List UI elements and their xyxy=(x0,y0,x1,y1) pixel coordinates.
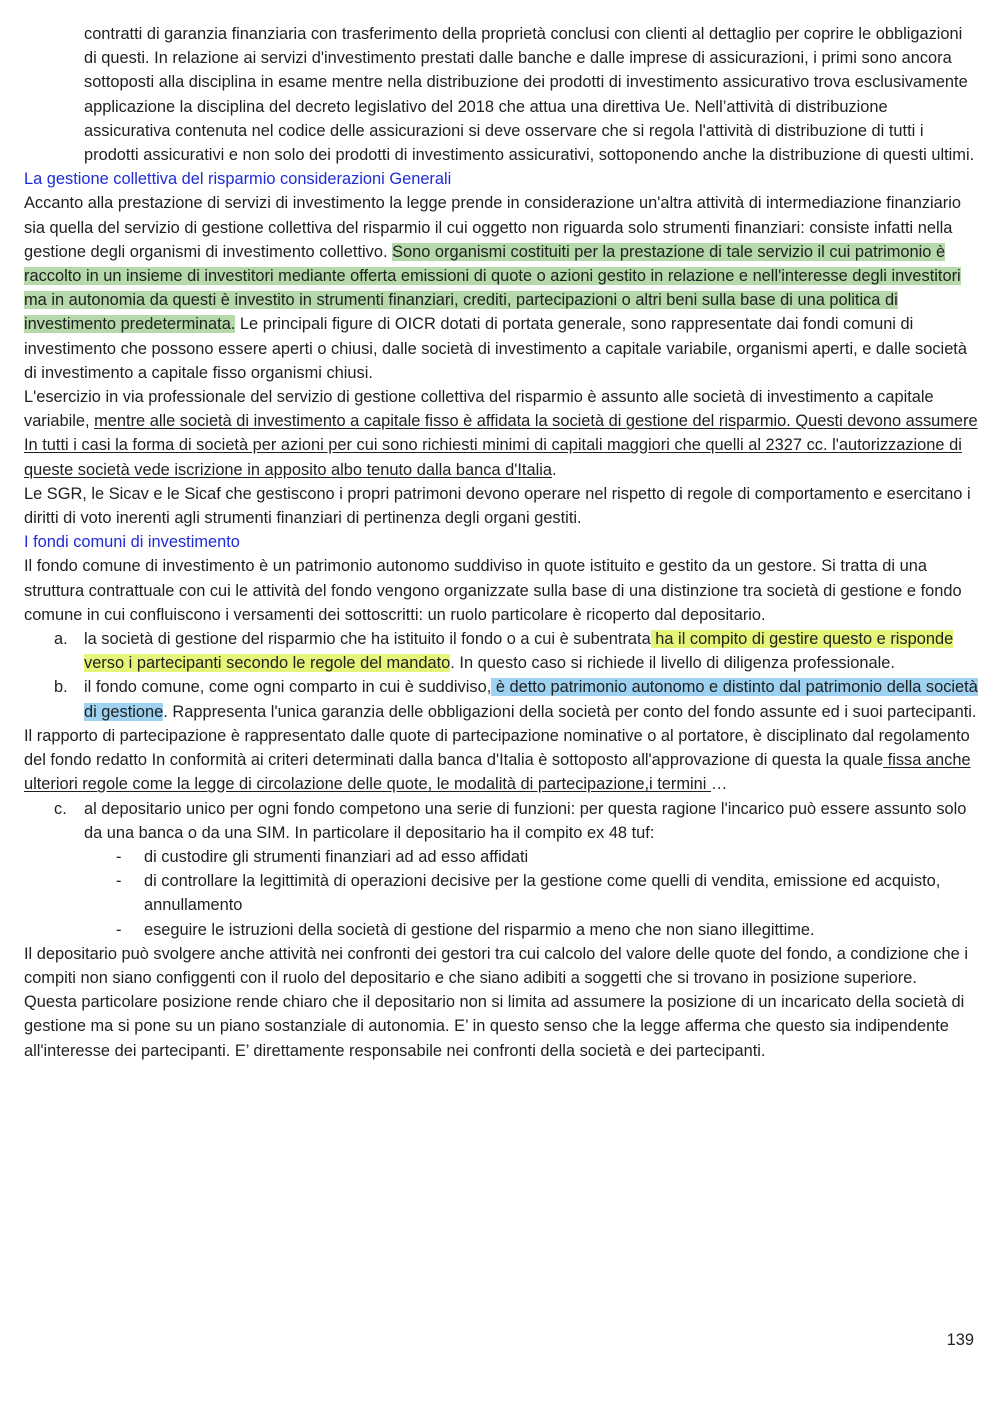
list-item-b xyxy=(24,675,978,723)
document-page xyxy=(24,22,978,1063)
text-span: la società di gestione del risparmio che ha istituito il fondo o a cui è subentrata xyxy=(84,630,651,649)
dash-marker: - xyxy=(116,847,122,866)
text-span: L'esercizio in via professionale del servizio di gestione collettiva del risparmio è assunto alle società di investimento a capitale variabile, xyxy=(24,388,934,431)
text-span: . xyxy=(551,460,557,479)
paragraph-depositario-posizione: Questa particolare posizione rende chiaro che il depositario non si limita ad assumere la posizione di un incaricato della società di gestione ma si pone su un piano sostanziale di autonomia. E’ in questo senso che la legge afferma che questo sia indipendente all'interesse dei partecipanti. E’ direttamente responsabile nei confronti della società e dei partecipanti. xyxy=(24,993,965,1060)
text-span: al depositario unico per ogni fondo competono una serie di funzioni: per questa ragione l'incarico può essere assunto solo da una banca o da una SIM. In particolare il depositario ha il compito ex 48 tuf: xyxy=(84,799,967,842)
text-span: … xyxy=(710,775,728,794)
dash-list-item xyxy=(24,869,978,917)
text-span: . Rappresenta l'unica garanzia delle obbligazioni della società per conto del fondo assunte ed i suoi partecipanti. xyxy=(163,702,977,721)
paragraph-oicr xyxy=(24,191,978,385)
blue-highlight: è detto patrimonio autonomo e distinto dal patrimonio della società di gestione xyxy=(84,678,978,721)
paragraph-fondo-comune: Il fondo comune di investimento è un patrimonio autonomo suddiviso in quote istituito e gestito da un gestore. Si tratta di una struttura contrattuale con cui le attività del fondo vengono organizzate sulla base di una distinzione tra società di gestione e fondo comune in cui confluiscono i versamenti dei sottoscritti: un ruolo particolare è ricoperto dal depositario. xyxy=(24,557,962,624)
list-marker: c. xyxy=(54,799,67,818)
text-span: Le principali figure di OICR dotati di portata generale, sono rappresentate dai fondi comuni di investimento che possono essere aperti o chiusi, dalle società di investimento a capitale variabile, organismi aperti, e dalle società di investimento a capitale fisso organismi chiusi. xyxy=(24,315,967,382)
list-item-c xyxy=(24,797,978,845)
text-span: di custodire gli strumenti finanziari ad ad esso affidati xyxy=(144,847,529,866)
section-heading-gestione-collettiva: La gestione collettiva del risparmio considerazioni Generali xyxy=(24,170,452,189)
paragraph-depositario-attivita: Il depositario può svolgere anche attività nei confronti dei gestori tra cui calcolo del valore delle quote del fondo, a condizione che i compiti non siano configgenti con il ruolo del depositario e che siano adibiti a soggetti che si trovano in posizione superiore. xyxy=(24,944,968,987)
underlined-text: mentre alle società di investimento a capitale fisso è affidata la società di gestione del risparmio. Questi devono assumere In tutti i casi la forma di società per azioni per cui sono richiesti minimi di capitali maggiori che quelli al 2327 cc. l'autorizzazione di queste società vede iscrizione in apposito albo tenuto dalla banca d'Italia xyxy=(24,412,978,479)
dash-list-item xyxy=(24,845,978,869)
text-span: eseguire le istruzioni della società di gestione del risparmio a meno che non siano illegittime. xyxy=(144,920,815,939)
paragraph-esercizio xyxy=(24,385,978,482)
underlined-text: fissa anche ulteriori regole come la legge di circolazione delle quote, le modalità di partecipazione,i termini xyxy=(24,751,971,794)
list-marker: b. xyxy=(54,678,68,697)
paragraph-sgr: Le SGR, le Sicav e le Sicaf che gestiscono i propri patrimoni devono operare nel rispetto di regole di comportamento e esercitano i diritti di voto inerenti agli strumenti finanziari di pertinenza degli organi gestiti. xyxy=(24,484,971,528)
text-span: Accanto alla prestazione di servizi di investimento la legge prende in considerazione un'altra attività di intermediazione finanziario sia quella del servizio di gestione collettiva del risparmio il cui oggetto non riguarda solo strumenti finanziari: consiste infatti nella gestione degli organismi di investimento collettivo. xyxy=(24,194,962,261)
dash-marker: - xyxy=(116,920,122,939)
section-heading-fondi-comuni: I fondi comuni di investimento xyxy=(24,533,240,552)
intro-continuation: contratti di garanzia finanziaria con trasferimento della proprietà conclusi con clienti al dettaglio per coprire le obbligazioni di questi. In relazione ai servizi d'investimento prestati dalle banche e dalle imprese di assicurazioni, i primi sono ancora sottoposti alla disciplina in esame mentre nella distribuzione dei prodotti di investimento assicurativo trova esclusivamente applicazione la disciplina del decreto legislativo del 2018 che attua una direttiva Ue. Nell’attività di distribuzione assicurativa contenuta nel codice delle assicurazioni si deve osservare che si regola l'attività di distribuzione di tutti i prodotti assicurativi e non solo dei prodotti di investimento assicurativi, sottoponendo anche la distribuzione di questi ultimi. xyxy=(84,25,975,165)
text-span: Il rapporto di partecipazione è rappresentato dalle quote di partecipazione nominative o al portatore, è disciplinato dal regolamento del fondo redatto In conformità ai criteri determinati dalla banca d'Italia è sottoposto all'approvazione di questa la quale xyxy=(24,726,970,770)
yellow-highlight: ha il compito di gestire questo e risponde verso i partecipanti secondo le regole del mandato xyxy=(84,630,954,673)
list-item-a xyxy=(24,627,978,675)
green-highlight: Sono organismi costituiti per la prestazione di tale servizio il cui patrimonio è raccolto in un insieme di investitori mediante offerta emissioni di quote o azioni gestito in relazione e nell'interesse degli investitori ma in autonomia da questi è investito in strumenti finanziari, crediti, partecipazioni o altri beni sulla base di una politica di investimento predeterminata. xyxy=(24,242,961,334)
dash-marker: - xyxy=(116,872,122,891)
dash-list-item xyxy=(24,918,978,942)
paragraph-rapporto-partecipazione xyxy=(24,724,978,797)
text-span: di controllare la legittimità di operazioni decisive per la gestione come quelli di vendita, emissione ed acquisto, annullamento xyxy=(144,872,941,915)
page-number: 139 xyxy=(946,1331,974,1349)
text-span: il fondo comune, come ogni comparto in cui è suddiviso, xyxy=(84,678,492,697)
list-marker: a. xyxy=(54,630,68,649)
text-span: . In questo caso si richiede il livello di diligenza professionale. xyxy=(450,654,895,673)
